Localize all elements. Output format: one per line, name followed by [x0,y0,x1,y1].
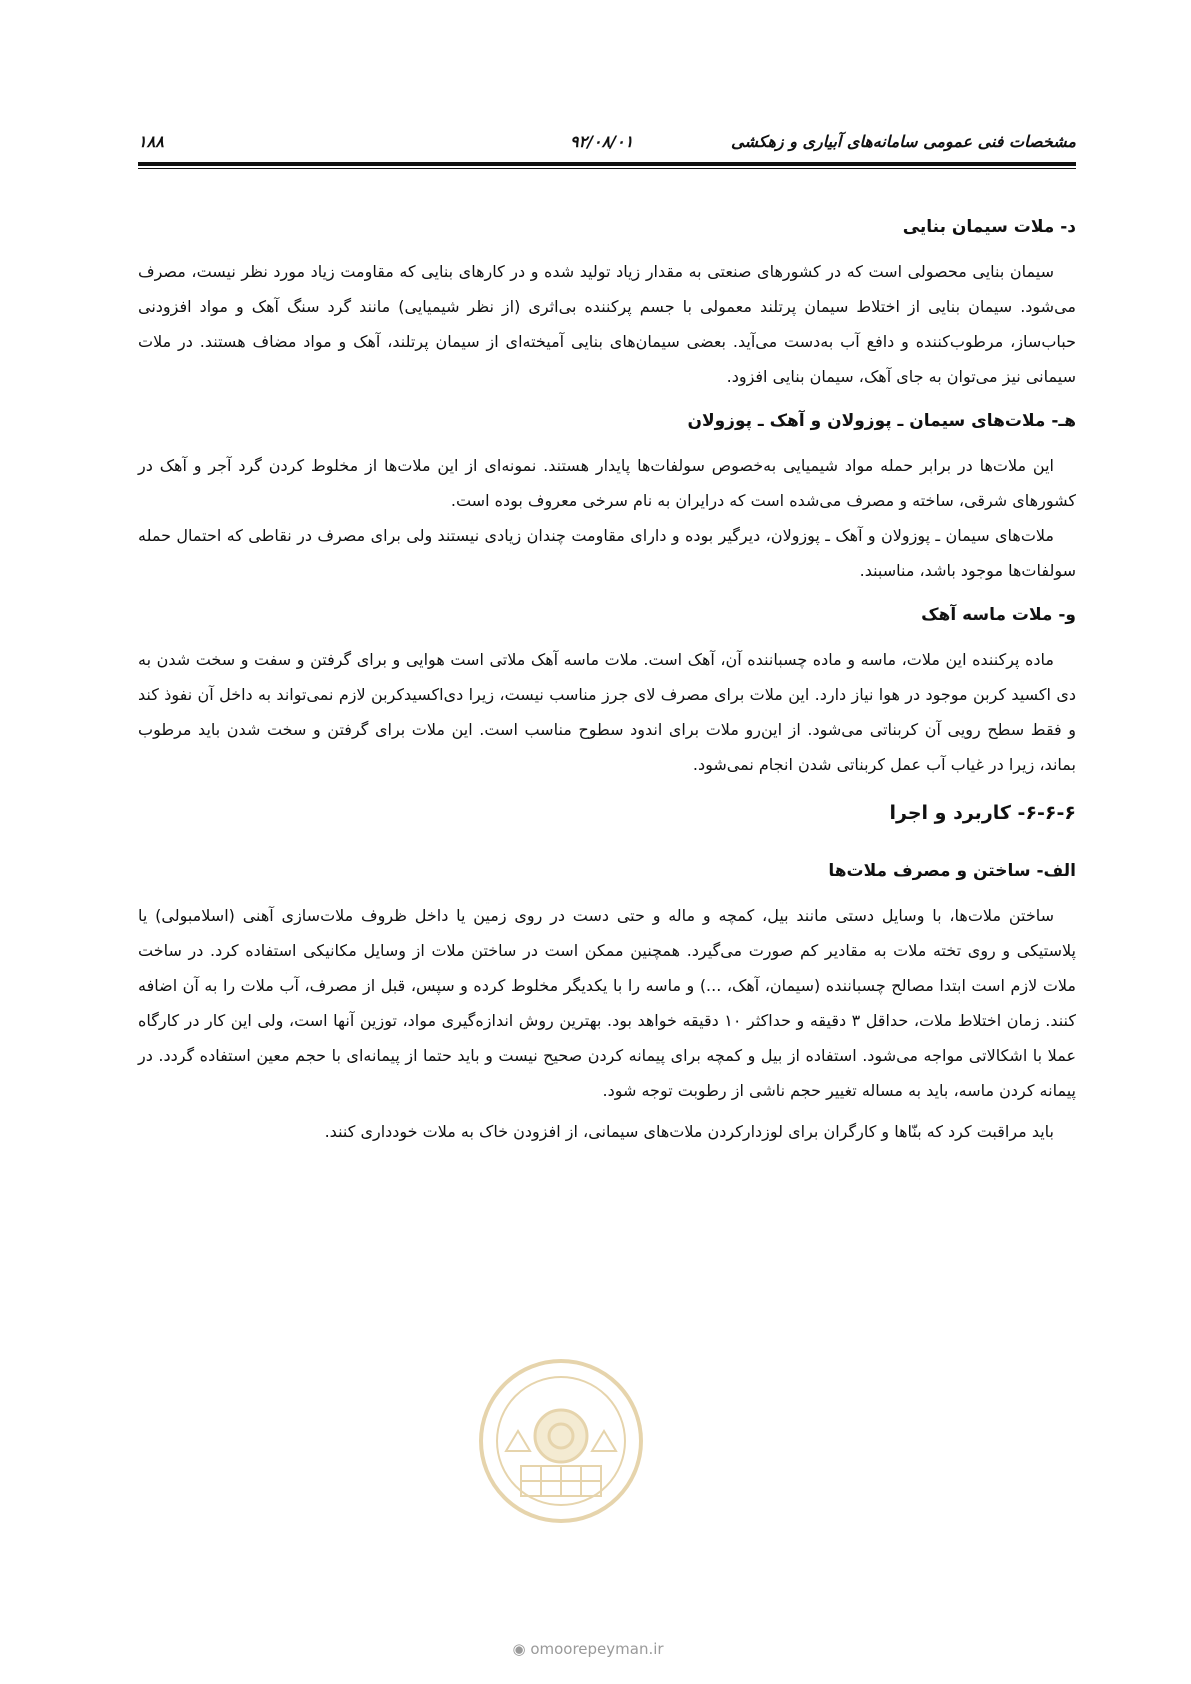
paragraph-pozzolan-2: ملات‌های سیمان ـ پوزولان و آهک ـ پوزولان، دیرگیر بوده و دارای مقاومت چندان زیادی نیستند ولی برای مصرف در نقاطی که احتمال حمله سولفات‌ها موجود باشد، مناسبند. [138,526,1076,580]
header-rule-thick [138,162,1076,166]
section-heading-alef: الف- ساختن و مصرف ملات‌ها [828,861,1076,881]
watermark-site [488,1640,688,1658]
watermark-site-text: omoorepeyman.ir [530,1640,664,1658]
section-heading-d: د- ملات سیمان بنایی [902,217,1076,237]
paragraph-mortar-making: ساختن ملات‌ها، با وسایل دستی مانند بیل، کمچه و ماله و حتی دست در روی زمین یا داخل ظروف ملات‌سازی آهنی (اسلامبولی) یا پلاستیکی و روی تخته ملات به مقادیر کم صورت می‌گیرد. همچنین ممکن است در ساختن ملات از وسایل مکانیکی استفاده کرد. در ساخت ملات لازم است ابتدا مصالح چسباننده (سیمان، آهک، ...) و ماسه را با یکدیگر مخلوط کرده و سپس، قبل از مصرف، آب ملات را به آن اضافه کنند. زمان اختلاط ملات، حداقل ۳ دقیقه و حداکثر ۱۰ دقیقه خواهد بود. بهترین روش اندازه‌گیری مواد، توزین آنها است، ولی این کار در کارگاه عملا با اشکالاتی مواجه می‌شود. استفاده از بیل و کمچه برای پیمانه کردن صحیح نیست و باید حتما از پیمانه‌ای با حجم معین استفاده گردد. در پیمانه کردن ماسه، باید به مساله تغییر حجم ناشی از رطوبت توجه شود. [138,906,1076,1100]
document-body [138,200,1076,1149]
section-heading-v: و- ملات ماسه آهک [921,605,1076,625]
section-heading-6-6-6: ۶-۶-۶- کاربرد و اجرا [889,802,1076,824]
paragraph-mortar-caution: باید مراقبت کرد که بنّاها و کارگران برای لوزدارکردن ملات‌های سیمانی، از افزودن خاک به ملات خودداری کنند. [324,1122,1054,1141]
paragraph-masonry-cement: سیمان بنایی محصولی است که در کشورهای صنعتی به مقدار زیاد تولید شده و در کارهای بنایی که مقاومت زیاد مورد نظر نیست، مصرف می‌شود. سیمان بنایی از اختلاط سیمان پرتلند معمولی با جسم پرکننده بی‌اثری (از نظر شیمیایی) مانند گرد سنگ آهک و مواد افزودنی حباب‌ساز، مرطوب‌کننده و دافع آب به‌دست می‌آید. بعضی سیمان‌های بنایی آمیخته‌ای از سیمان پرتلند، آهک و مواد مضاف هستند. در ملات سیمانی نیز می‌توان به جای آهک، سیمان بنایی افزود. [138,262,1076,386]
header-title: مشخصات فنی عمومی سامانه‌های آبیاری و زهکشی [731,132,1076,151]
section-heading-h: هـ- ملات‌های سیمان ـ پوزولان و آهک ـ پوزولان [687,411,1076,431]
page-number: ۱۸۸ [138,132,164,151]
paragraph-lime-sand: ماده پرکننده این ملات، ماسه و ماده چسباننده آن، آهک است. ملات ماسه آهک ملاتی است هوایی و برای گرفتن و سفت و سخت شدن به دی اکسید کربن موجود در هوا نیاز دارد. این ملات برای مصرف لای جرز مناسب نیست، زیرا دی‌اکسیدکربن لازم نمی‌تواند به داخل آن نفوذ کند و فقط سطح رویی آن کربناتی می‌شود. از این‌رو ملات برای اندود سطوح مناسب است. این ملات برای گرفتن و سخت شدن باید مرطوب بماند، زیرا در غیاب آب عمل کربناتی شدن انجام نمی‌شود. [138,650,1076,774]
watermark-globe-icon: ◉ [512,1640,526,1658]
header-date: ۹۲/۰۸/۰۱ [570,132,634,151]
page-header [138,128,1076,158]
header-rule-thin [138,168,1076,169]
paragraph-pozzolan-1: این ملات‌ها در برابر حمله مواد شیمیایی به‌خصوص سولفات‌ها پایدار هستند. نمونه‌ای از این ملات‌ها از مخلوط کردن گرد آجر و آهک در کشورهای شرقی، ساخته و مصرف می‌شده است که درایران به نام سرخی معروف بوده است. [138,456,1076,510]
watermark-seal-icon [476,1356,646,1526]
